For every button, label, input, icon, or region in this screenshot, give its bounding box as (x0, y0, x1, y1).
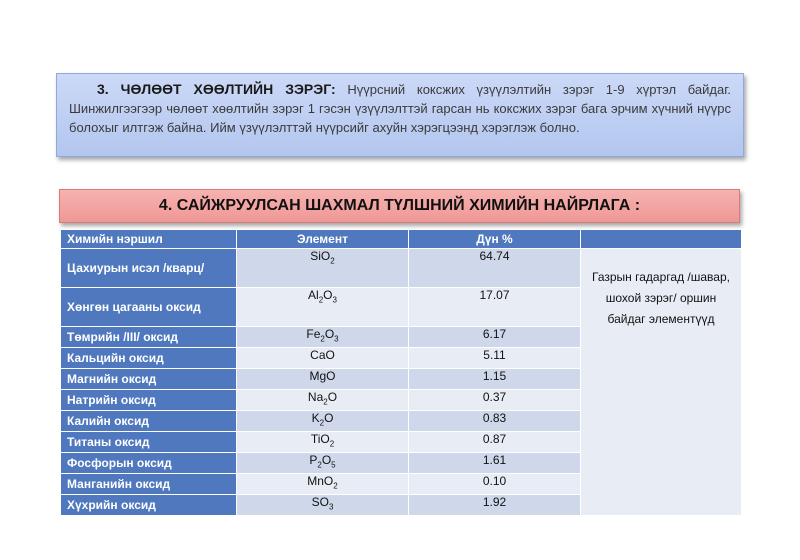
table-header-row (61, 230, 742, 249)
formula-part: P (309, 453, 318, 467)
formula-part: O (323, 288, 333, 302)
amount-percent-cell: 0.10 (409, 474, 581, 495)
element-formula-cell (237, 411, 409, 432)
formula-part: 2 (329, 439, 335, 449)
amount-percent-cell: 64.74 (409, 249, 581, 288)
header-chemical-name: Химийн нэршил (61, 230, 237, 249)
formula-part: TiO (310, 432, 330, 446)
element-formula-cell (237, 327, 409, 348)
formula-part: K (311, 411, 320, 425)
chemical-name-cell: Кальцийн оксид (61, 348, 237, 369)
amount-percent-cell: 0.83 (409, 411, 581, 432)
formula-part: 5 (331, 460, 336, 470)
element-formula-cell (237, 288, 409, 327)
section-3-box (56, 73, 744, 157)
amount-percent-cell: 1.15 (409, 369, 581, 390)
element-formula-cell (237, 390, 409, 411)
chemical-composition-table (60, 229, 742, 516)
formula-part: O (324, 327, 335, 341)
surface-elements-note: Газрын гадаргад /шавар, шохой зэрэг/ оршин байдаг элементүүд (581, 249, 742, 516)
chemical-name-cell: Хөнгөн цагааны оксид (61, 288, 237, 327)
chemical-name-cell: Хүхрийн оксид (61, 495, 237, 516)
formula-part: O (324, 411, 334, 425)
formula-part: CaO (310, 348, 335, 362)
element-formula-cell (237, 453, 409, 474)
formula-part: 2 (319, 418, 325, 428)
amount-percent-cell: 6.17 (409, 327, 581, 348)
chemical-name-cell: Калийн оксид (61, 411, 237, 432)
chemical-name-cell: Натрийн оксид (61, 390, 237, 411)
formula-part: 2 (323, 397, 328, 407)
element-formula-cell (237, 369, 409, 390)
chemical-name-cell: Цахиурын исэл /кварц/ (61, 249, 237, 288)
formula-part: 2 (318, 295, 324, 305)
chemical-name-cell: Фосфорын оксид (61, 453, 237, 474)
formula-part: O (321, 453, 332, 467)
element-formula-cell (237, 249, 409, 288)
formula-part: 2 (330, 256, 335, 266)
amount-percent-cell: 1.61 (409, 453, 581, 474)
header-note (581, 230, 742, 249)
element-formula-cell (237, 432, 409, 453)
formula-part: 3 (334, 334, 339, 344)
formula-part: Al (308, 288, 319, 302)
header-amount-percent: Дүн % (409, 230, 581, 249)
formula-part: 2 (333, 481, 338, 491)
chemical-name-cell: Төмрийн /III/ оксид (61, 327, 237, 348)
amount-percent-cell: 1.92 (409, 495, 581, 516)
formula-part: 2 (317, 460, 322, 470)
formula-part: Na (307, 390, 324, 404)
element-formula-cell (237, 495, 409, 516)
table-row (61, 249, 742, 288)
section-3-body: Нүүрсний коксжих үзүүлэлтийн зэрэг 1-9 хүртэл байдаг. Шинжилгээгээр чөлөөт хөөлтийн зэрэг 1 гэсэн үзүүлэлттэй гарсан нь коксжих зэрэг бага эрчим хүчний нүүрс болохыг илтгэж байна. Ийм үзүүлэлттэй нүүрсийг ахуйн хэрэгцээнд хэрэглэж болно. (69, 82, 731, 135)
amount-percent-cell: 17.07 (409, 288, 581, 327)
amount-percent-cell: 0.87 (409, 432, 581, 453)
chemical-name-cell: Магнийн оксид (61, 369, 237, 390)
formula-part: 3 (328, 502, 334, 512)
formula-part: SO (311, 495, 329, 509)
formula-part: SiO (310, 249, 331, 263)
header-element: Элемент (237, 230, 409, 249)
formula-part: MnO (307, 474, 334, 488)
formula-part: 2 (320, 334, 325, 344)
formula-part: O (327, 390, 338, 404)
chemical-name-cell: Манганийн оксид (61, 474, 237, 495)
formula-part: Fe (306, 327, 321, 341)
element-formula-cell (237, 474, 409, 495)
chemical-name-cell: Титаны оксид (61, 432, 237, 453)
section-3-heading: 3. ЧӨЛӨӨТ ХӨӨЛТИЙН ЗЭРЭГ: (97, 81, 336, 97)
section-4-title: 4. САЙЖРУУЛСАН ШАХМАЛ ТҮЛШНИЙ ХИМИЙН НАЙРЛАГА : (59, 189, 740, 223)
element-formula-cell (237, 348, 409, 369)
formula-part: MgO (309, 369, 336, 383)
amount-percent-cell: 5.11 (409, 348, 581, 369)
formula-part: 3 (332, 295, 337, 305)
amount-percent-cell: 0.37 (409, 390, 581, 411)
